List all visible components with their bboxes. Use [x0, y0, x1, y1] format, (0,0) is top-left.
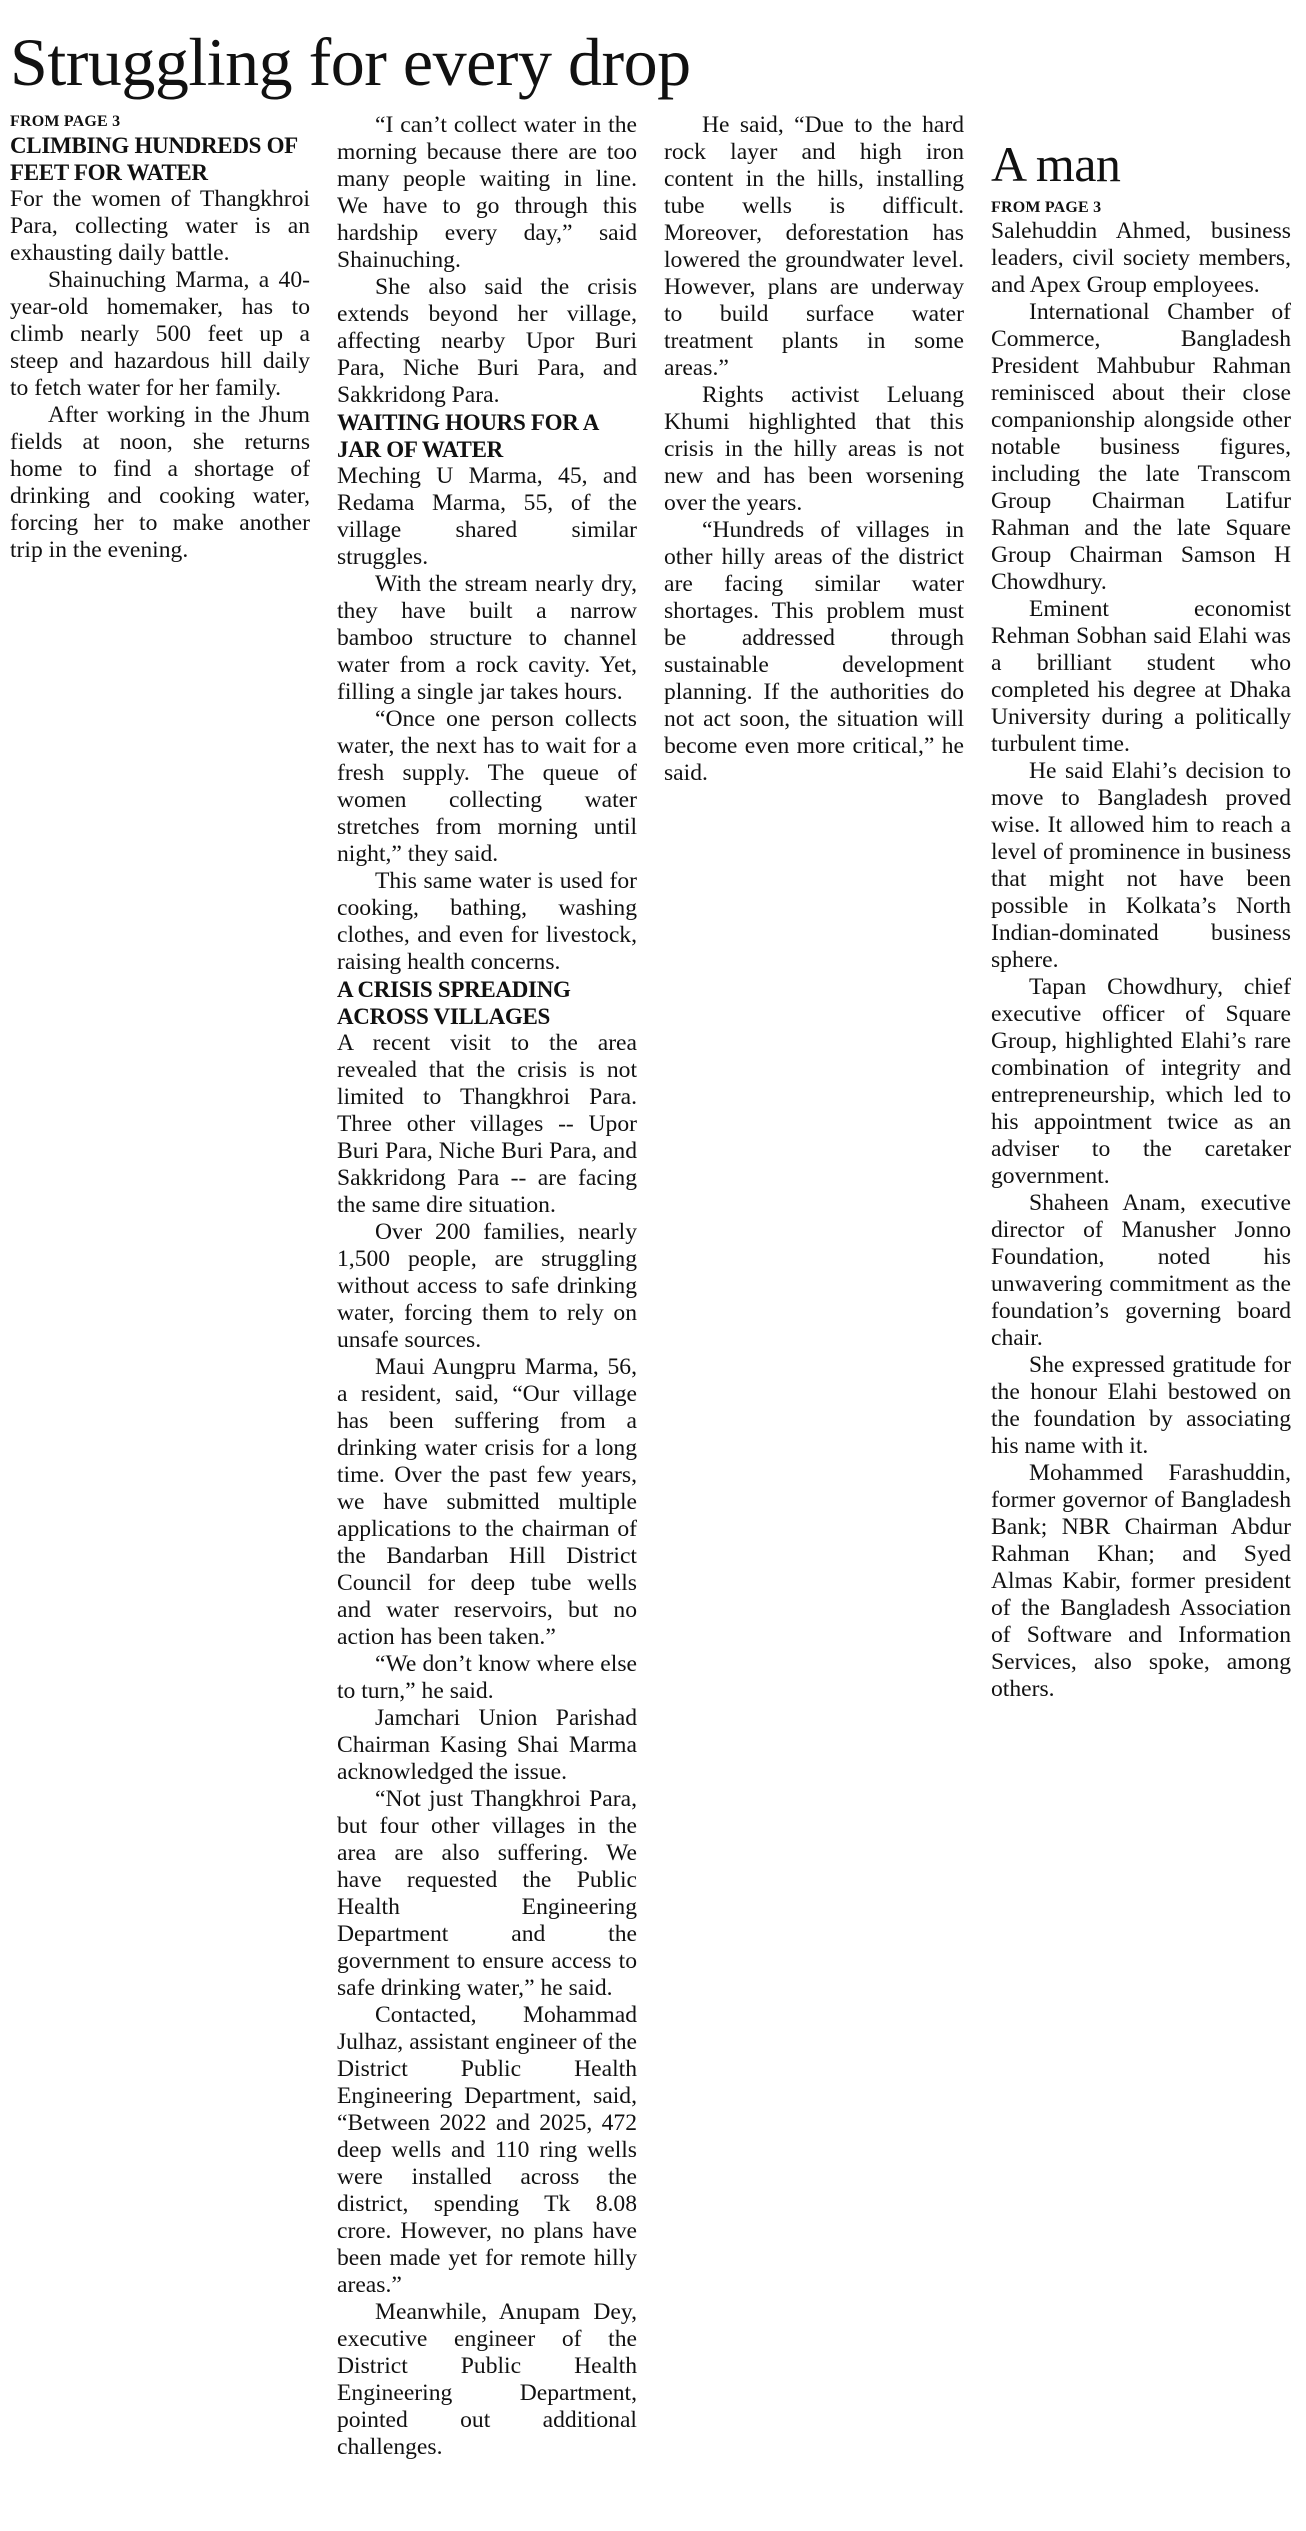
- paragraph: This same water is used for cooking, bathing, washing clothes, and even for livestock, raising health concerns.: [337, 868, 637, 975]
- paragraph: Shainuching Marma, a 40-year-old homemaker, has to climb nearly 500 feet up a steep and hazardous hill daily to fetch water for her family.: [10, 267, 310, 401]
- column-4: [991, 112, 1291, 1703]
- paragraph: He said Elahi’s decision to move to Bangladesh proved wise. It allowed him to reach a level of prominence in business that might not have been possible in Kolkata’s North Indian-dominated business sphere.: [991, 758, 1291, 973]
- paragraph: For the women of Thangkhroi Para, collecting water is an exhausting daily battle.: [10, 186, 310, 266]
- paragraph: Shaheen Anam, executive director of Manusher Jonno Foundation, noted his unwavering commitment as the foundation’s governing board chair.: [991, 1190, 1291, 1351]
- paragraph: International Chamber of Commerce, Bangladesh President Mahbubur Rahman reminisced about their close companionship alongside other notable business figures, including the late Transcom Group Chairman Latifur Rahman and the late Square Group Chairman Samson H Chowdhury.: [991, 299, 1291, 595]
- paragraph: Tapan Chowdhury, chief executive officer of Square Group, highlighted Elahi’s rare combination of integrity and entrepreneurship, which led to his appointment twice as an adviser to the caretaker government.: [991, 974, 1291, 1189]
- paragraph: She expressed gratitude for the honour Elahi bestowed on the foundation by associating his name with it.: [991, 1352, 1291, 1459]
- paragraph: Maui Aungpru Marma, 56, a resident, said, “Our village has been suffering from a drinking water crisis for a long time. Over the past few years, we have submitted multiple applications to the chairman of the Bandarban Hill District Council for deep tube wells and water reservoirs, but no action has been taken.”: [337, 1354, 637, 1650]
- column-2: [337, 112, 637, 2461]
- paragraph: Eminent economist Rehman Sobhan said Elahi was a brilliant student who completed his degree at Dhaka University during a politically turbulent time.: [991, 596, 1291, 757]
- story-kicker: FROM PAGE 3: [10, 113, 121, 130]
- subhead-waiting: WAITING HOURS FOR A JAR OF WATER: [337, 410, 598, 462]
- paragraph: She also said the crisis extends beyond her village, affecting nearby Upor Buri Para, Niche Buri Para, and Sakkridong Para.: [337, 274, 637, 408]
- paragraph: Over 200 families, nearly 1,500 people, are struggling without access to safe drinking water, forcing them to rely on unsafe sources.: [337, 1219, 637, 1353]
- paragraph: Salehuddin Ahmed, business leaders, civil society members, and Apex Group employees.: [991, 218, 1291, 298]
- paragraph: After working in the Jhum fields at noon, she returns home to find a shortage of drinking and cooking water, forcing her to make another trip in the evening.: [10, 402, 310, 563]
- paragraph: Jamchari Union Parishad Chairman Kasing Shai Marma acknowledged the issue.: [337, 1705, 637, 1785]
- paragraph: With the stream nearly dry, they have built a narrow bamboo structure to channel water from a rock cavity. Yet, filling a single jar takes hours.: [337, 571, 637, 705]
- column-1: [10, 112, 310, 564]
- paragraph: “Not just Thangkhroi Para, but four other villages in the area are also suffering. We have requested the Public Health Engineering Department and the government to ensure access to safe drinking water,” he said.: [337, 1786, 637, 2001]
- paragraph: Meching U Marma, 45, and Redama Marma, 55, of the village shared similar struggles.: [337, 463, 637, 570]
- paragraph: “We don’t know where else to turn,” he said.: [337, 1651, 637, 1704]
- paragraph: Contacted, Mohammad Julhaz, assistant engineer of the District Public Health Engineering Department, said, “Between 2022 and 2025, 472 deep wells and 110 ring wells were installed across the district, spending Tk 8.08 crore. However, no plans have been made yet for remote hilly areas.”: [337, 2002, 637, 2298]
- subhead-climbing: CLIMBING HUNDREDS OF FEET FOR WATER: [10, 133, 298, 185]
- paragraph: He said, “Due to the hard rock layer and high iron content in the hills, installing tube wells is difficult. Moreover, deforestation has lowered the groundwater level. However, plans are underway to build surface water treatment plants in some areas.”: [664, 112, 964, 381]
- page-headline: Struggling for every drop: [10, 24, 691, 100]
- paragraph: “Hundreds of villages in other hilly areas of the district are facing similar water shortages. This problem must be addressed through sustainable development planning. If the authorities do not act soon, the situation will become even more critical,” he said.: [664, 517, 964, 786]
- paragraph: Mohammed Farashuddin, former governor of Bangladesh Bank; NBR Chairman Abdur Rahman Khan; and Syed Almas Kabir, former president of the Bangladesh Association of Software and Information Services, also spoke, among others.: [991, 1460, 1291, 1702]
- story2-headline: A man: [991, 136, 1121, 192]
- subhead-crisis: A CRISIS SPREADING ACROSS VILLAGES: [337, 977, 571, 1029]
- paragraph: Rights activist Leluang Khumi highlighted that this crisis in the hilly areas is not new and has been worsening over the years.: [664, 382, 964, 516]
- paragraph: “I can’t collect water in the morning because there are too many people waiting in line. We have to go through this hardship every day,” said Shainuching.: [337, 112, 637, 273]
- column-3: [664, 112, 964, 787]
- story2-kicker: FROM PAGE 3: [991, 199, 1102, 216]
- paragraph: “Once one person collects water, the next has to wait for a fresh supply. The queue of women collecting water stretches from morning until night,” they said.: [337, 706, 637, 867]
- paragraph: A recent visit to the area revealed that the crisis is not limited to Thangkhroi Para. Three other villages -- Upor Buri Para, Niche Buri Para, and Sakkridong Para -- are facing the same dire situation.: [337, 1030, 637, 1218]
- paragraph: Meanwhile, Anupam Dey, executive engineer of the District Public Health Engineering Department, pointed out additional challenges.: [337, 2299, 637, 2460]
